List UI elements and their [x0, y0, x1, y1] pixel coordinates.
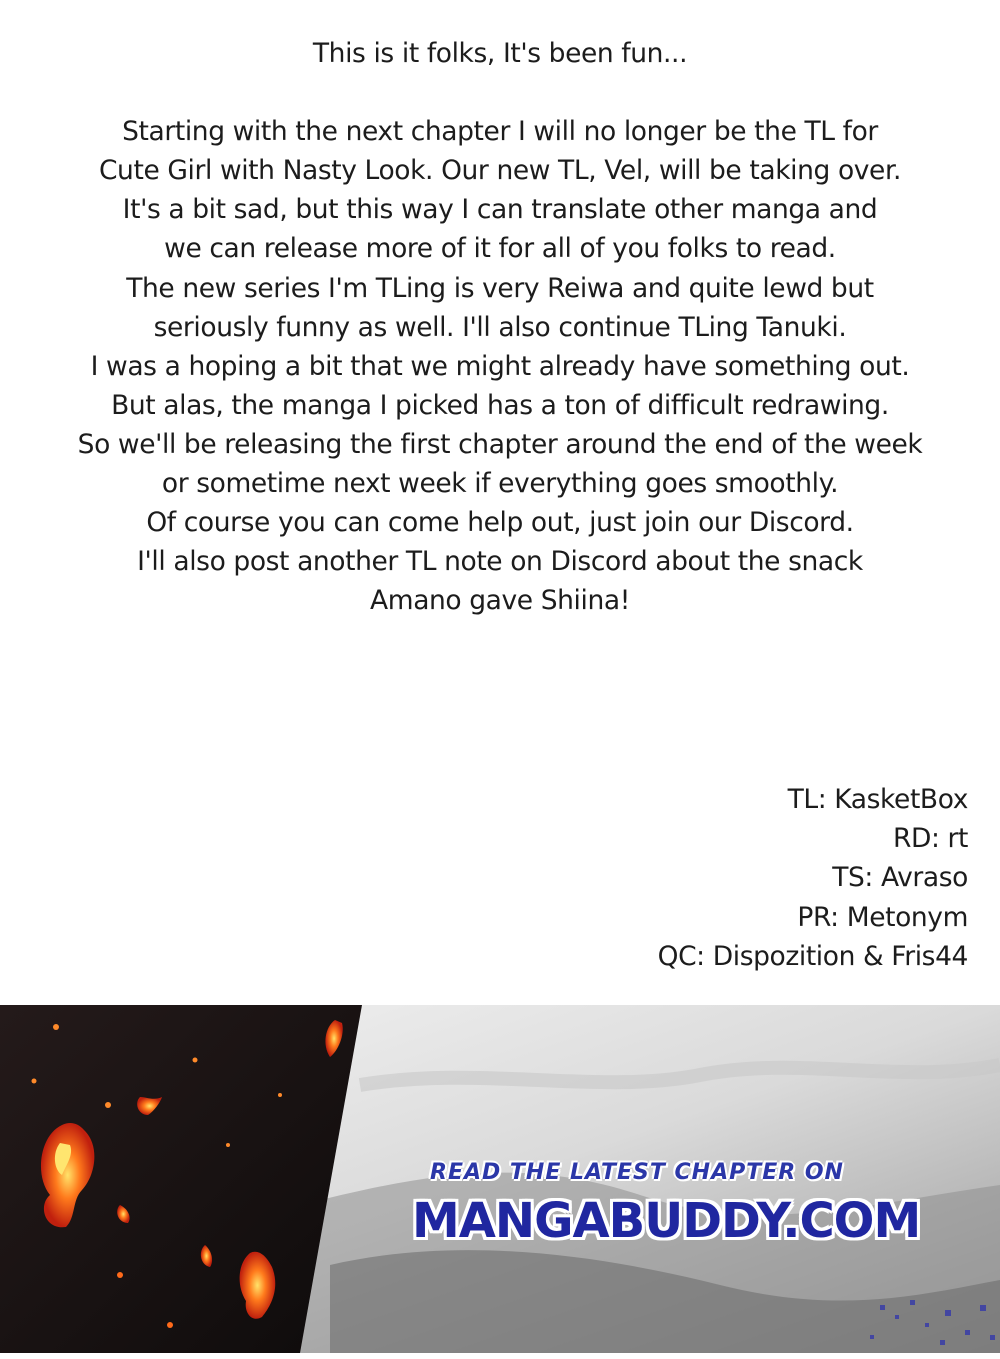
translator-note: [0, 34, 1000, 620]
banner-site-link[interactable]: MANGABUDDY.COM: [412, 1193, 921, 1249]
note-line: I was a hoping a bit that we might already have something out.: [90, 350, 910, 382]
credit-quality-check: QC: Dispozition & Fris44: [657, 940, 968, 972]
credit-proofreader: PR: Metonym: [797, 901, 968, 933]
credit-translator: TL: KasketBox: [787, 784, 968, 815]
credit-redrawer: RD: rt: [892, 823, 968, 855]
note-line: I'll also post another TL note on Discord about the snack: [137, 546, 863, 578]
note-heading: This is it folks, It's been fun...: [312, 38, 688, 69]
note-line: Starting with the next chapter I will no longer be the TL for: [122, 116, 878, 148]
note-line: Of course you can come help out, just join our Discord.: [146, 507, 854, 539]
staff-credits: [468, 780, 968, 976]
note-line: seriously funny as well. I'll also continue TLing Tanuki.: [153, 311, 847, 343]
note-line: But alas, the manga I picked has a ton of difficult redrawing.: [111, 389, 889, 421]
note-spacer: [0, 73, 1000, 112]
note-line: It's a bit sad, but this way I can translate other manga and: [122, 194, 878, 226]
note-line: Amano gave Shiina!: [370, 585, 630, 617]
banner-tagline: READ THE LATEST CHAPTER ON: [430, 1160, 844, 1185]
note-line: So we'll be releasing the first chapter around the end of the week: [77, 428, 923, 460]
note-line: or sometime next week if everything goes smoothly.: [161, 468, 839, 500]
note-line: we can release more of it for all of you folks to read.: [164, 233, 836, 265]
credit-typesetter: TS: Avraso: [832, 862, 968, 894]
note-line: Cute Girl with Nasty Look. Our new TL, Vel, will be taking over.: [98, 155, 902, 187]
note-line: The new series I'm TLing is very Reiwa and quite lewd but: [126, 272, 874, 304]
